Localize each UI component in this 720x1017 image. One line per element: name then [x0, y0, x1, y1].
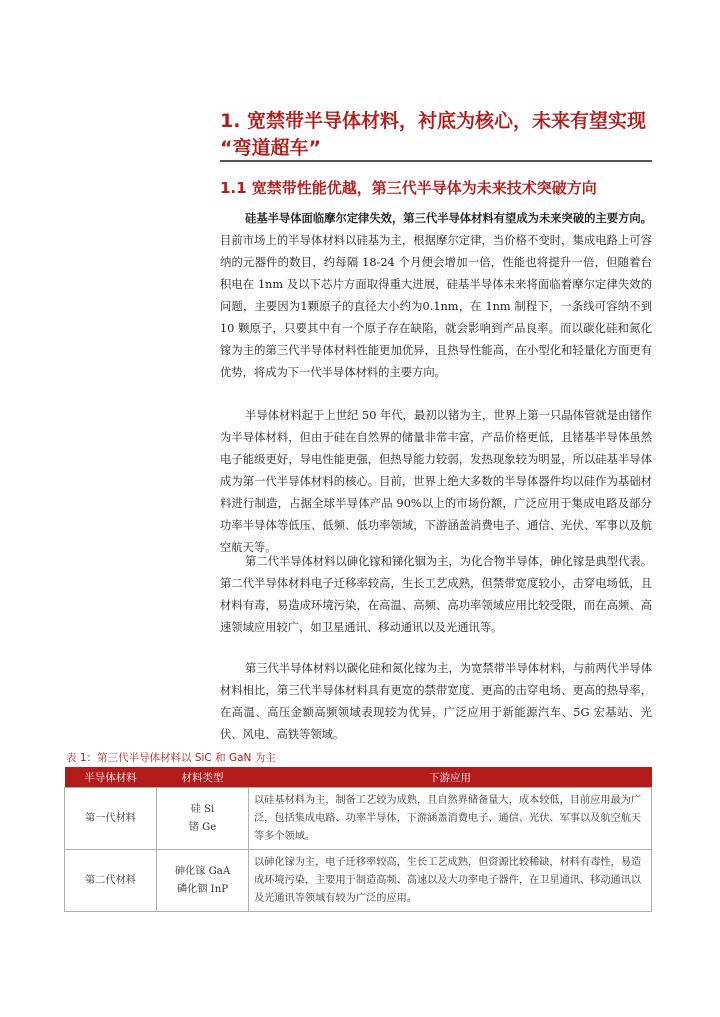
row-1-generation: 第一代材料 — [65, 788, 157, 850]
table-row — [65, 788, 652, 850]
paragraph-3 — [220, 551, 652, 639]
row-2-type-1: 砷化镓 GaA — [174, 865, 231, 877]
row-2-type-2: 磷化铟 InP — [176, 883, 229, 895]
paragraph-4-body: 第三代半导体材料以碳化硅和氮化镓为主，为宽禁带半导体材料，与前两代半导体材料相比，第三代半导体材料具有更宽的禁带宽度、更高的击穿电场、更高的热导率，在高温、高压金额高频领域表现较为优异，广泛应用于新能源汽车、5G 宏基站、光伏、风电、高铁等领域。 — [220, 662, 652, 741]
section-heading-line-2: “弯道超车” — [220, 137, 321, 159]
table-header-type: 材料类型 — [157, 767, 249, 788]
row-2-types — [157, 850, 249, 912]
row-1-type-1: 硅 Si — [190, 803, 215, 815]
table-caption: 表 1：第三代半导体材料以 SiC 和 GaN 为主 — [66, 752, 276, 764]
semiconductor-table — [64, 767, 652, 912]
table-header-row — [65, 767, 652, 788]
table-header-generation: 半导体材料 — [65, 767, 157, 788]
paragraph-1 — [220, 207, 652, 384]
row-2-application: 以砷化镓为主，电子迁移率较高，生长工艺成熟，但资源比较稀缺，材料有毒性，易造成环境污染，主要用于制造高频、高速以及大功率电子器件，在卫星通讯、移动通讯以及光通讯等领域有较为广泛的应用。 — [249, 850, 652, 912]
paragraph-1-body: 目前市场上的半导体材料以硅基为主，根据摩尔定律，当价格不变时，集成电路上可容纳的元器件的数目，约每隔 18-24 个月便会增加一倍，性能也将提升一倍，但随着台积电在 1nm 及以下芯片方面取得重大进展，硅基半导体未来将面临着摩尔定律失效的问题，主要因为1颗原子的直径大小约为0.1nm，在 1nm 制程下，一条线可容纳不到 10 颗原子，只要其中有一个原子存在缺陷，就会影响到产品良率。而以碳化硅和氮化镓为主的第三代半导体材料性能更加优异，且热导性能高，在小型化和轻量化方面更有优势，将成为下一代半导体材料的主要方向。 — [220, 234, 652, 379]
row-1-type-2: 锗 Ge — [188, 821, 217, 833]
paragraph-1-lead: 硅基半导体面临摩尔定律失效，第三代半导体材料有望成为未来突破的主要方向。 — [245, 211, 652, 225]
paragraph-3-body: 第二代半导体材料以砷化镓和锑化铟为主，为化合物半导体，砷化镓是典型代表。第二代半导体材料电子迁移率较高，生长工艺成熟，但禁带宽度较小，击穿电场低，且材料有毒，易造成环境污染，在高温、高频、高功率领域应用比较受限，而在高频、高速领域应用较广，如卫星通讯、移动通讯以及光通讯等。 — [220, 555, 652, 634]
paragraph-4 — [220, 658, 652, 746]
table-row — [65, 850, 652, 912]
table-header-application: 下游应用 — [249, 767, 652, 788]
paragraph-2 — [220, 405, 652, 559]
row-2-generation: 第二代材料 — [65, 850, 157, 912]
subsection-heading: 1.1 宽禁带性能优越，第三代半导体为未来技术突破方向 — [220, 179, 597, 197]
section-heading-line-1: 1. 宽禁带半导体材料，衬底为核心，未来有望实现 — [220, 110, 647, 132]
paragraph-2-body: 半导体材料起于上世纪 50 年代，最初以锗为主，世界上第一只晶体管就是由锗作为半导体材料，但由于硅在自然界的储量非常丰富，产品价格更低，且锗基半导体虽然电子能级更好，导电性能更强，但热导能力较弱，发热现象较为明显，所以硅基半导体成为第一代半导体材料的核心。目前，世界上绝大多数的半导体器件均以硅作为基础材料进行制造，占据全球半导体产品 90%以上的市场份额，广泛应用于集成电路及部分功率半导体等低压、低频、低功率领域，下游涵盖消费电子、通信、光伏、军事以及航空航天等。 — [220, 409, 652, 554]
row-1-types — [157, 788, 249, 850]
row-1-application: 以硅基材料为主，制备工艺较为成熟，且自然界储备量大，成本较低，目前应用最为广泛，包括集成电路、功率半导体，下游涵盖消费电子、通信、光伏、军事以及航空航天等多个领域。 — [249, 788, 652, 850]
section-heading — [220, 108, 652, 162]
heading-divider — [220, 160, 652, 162]
